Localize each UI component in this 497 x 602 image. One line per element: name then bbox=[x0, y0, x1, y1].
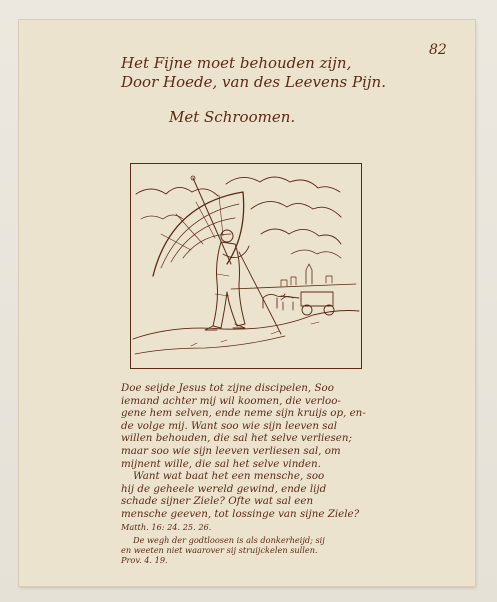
scripture-line: hij de geheele wereld gewind, ende lijd bbox=[121, 482, 327, 495]
heading-line-1: Het Fijne moet behouden zijn, bbox=[121, 54, 352, 72]
page-number: 82 bbox=[429, 42, 447, 58]
scripture-line: maar soo wie sijn leeven verliesen sal, om bbox=[121, 444, 341, 457]
scripture-line: schade sijner Ziele? Ofte wat sal een bbox=[121, 495, 314, 508]
scripture-line: willen behouden, die sal het selve verliesen; bbox=[121, 432, 352, 445]
scripture-line: mijnent wille, die sal het selve vinden. bbox=[121, 457, 321, 470]
scripture-line: iemand achter mij wil koomen, die verloo- bbox=[121, 394, 341, 407]
emblem-drawing bbox=[131, 164, 361, 368]
page-heading bbox=[121, 54, 421, 92]
scripture-line: Want wat baat het een mensche, soo bbox=[133, 470, 325, 483]
proverb-note bbox=[121, 535, 381, 565]
proverb-line: De wegh der godtloosen is als donkerheijd; sij bbox=[133, 535, 325, 546]
scripture-line: de volge mij. Want soo wie sijn leeven sal bbox=[121, 419, 338, 432]
scripture-line: gene hem selven, ende neme sijn kruijs op, en- bbox=[121, 407, 366, 420]
scripture-line: mensche geeven, tot lossinge van sijne Ziele? bbox=[121, 507, 360, 520]
scripture-reference: Matth. 16: 24. 25. 26. bbox=[121, 521, 212, 532]
heading-line-2: Door Hoede, van des Leevens Pijn. bbox=[121, 73, 386, 91]
emblem-illustration bbox=[130, 163, 362, 369]
proverb-line: en weeten niet waarover sij struijckelen sullen. bbox=[121, 545, 318, 556]
proverb-reference: Prov. 4. 19. bbox=[121, 555, 168, 566]
page-subheading: Met Schroomen. bbox=[169, 108, 296, 126]
scripture-text bbox=[121, 382, 381, 565]
scripture-line: Doe seijde Jesus tot zijne discipelen, Soo bbox=[121, 382, 334, 394]
manuscript-page bbox=[19, 20, 475, 586]
